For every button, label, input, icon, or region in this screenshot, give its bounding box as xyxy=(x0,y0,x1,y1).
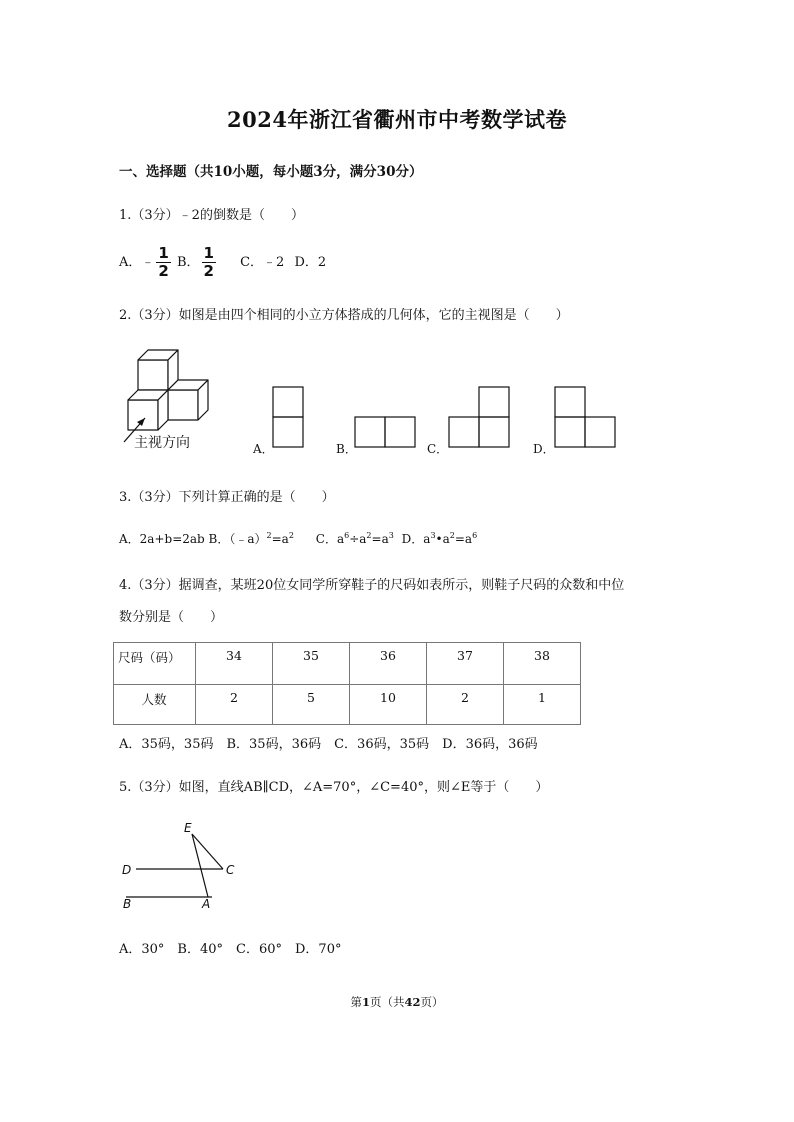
q2-option-a-figure xyxy=(272,386,304,450)
q2-option-b-figure xyxy=(354,416,418,450)
q2-label-c: C． xyxy=(427,442,449,456)
q2-label-b: B． xyxy=(336,442,357,456)
parallel-lines-figure xyxy=(118,818,248,912)
q1-fraction-b: $\frac{1}{2}$ xyxy=(203,244,214,280)
table-header-count: 人数 xyxy=(114,685,196,725)
point-label-c: C xyxy=(226,863,235,877)
question-4-options: A．35码，35码 B．35码，36码 C．36码，35码 D．36码，36码 xyxy=(119,737,538,752)
shoe-size-table xyxy=(113,642,581,725)
exam-title: 2024年浙江省衢州市中考数学试卷 xyxy=(227,107,567,132)
point-label-b: B xyxy=(123,897,132,911)
point-label-d: D xyxy=(122,863,132,877)
q3-option-b: B．$(﹣a)^2=a^2$ xyxy=(208,531,294,546)
page-number: 1 xyxy=(361,995,370,1009)
point-label-e: E xyxy=(184,821,192,835)
q1-option-b-prefix: B． xyxy=(176,255,200,270)
page-total: 42 xyxy=(404,995,421,1009)
q2-option-d-figure xyxy=(554,386,618,450)
table-cell: 37 xyxy=(427,643,504,685)
q2-option-c-figure xyxy=(448,386,512,450)
table-cell: 36 xyxy=(350,643,427,685)
q1-fraction-a: $\frac{1}{2}$ xyxy=(158,244,169,280)
question-3-stem: 3.（3分）下列计算正确的是（ ） xyxy=(119,490,335,505)
question-1-options xyxy=(119,244,326,282)
question-4-stem-line1: 4.（3分）据调查，某班20位女同学所穿鞋子的尺码如表所示，则鞋子尺码的众数和中位 xyxy=(119,578,625,593)
question-2-stem: 2.（3分）如图是由四个相同的小立方体搭成的几何体，它的主视图是（ ） xyxy=(119,308,569,323)
q3-option-c: C．$a^6\div a^2=a^3$ xyxy=(315,531,394,546)
question-5-options: A．30° B．40° C．60° D．70° xyxy=(119,942,342,957)
question-5-stem: 5.（3分）如图，直线AB∥CD，∠A=70°，∠C=40°，则∠E等于（ ） xyxy=(119,780,549,795)
question-4-stem-line2: 数分别是（ ） xyxy=(119,610,224,625)
q1-option-a-prefix: A．﹣ xyxy=(119,255,155,270)
table-cell: 2 xyxy=(196,685,273,725)
table-cell: 1 xyxy=(504,685,581,725)
table-cell: 5 xyxy=(273,685,350,725)
table-cell: 34 xyxy=(196,643,273,685)
question-1-stem: 1.（3分）﹣2的倒数是（ ） xyxy=(119,208,304,223)
question-3-options xyxy=(119,530,477,547)
q1-option-c: C．﹣2 xyxy=(240,255,285,270)
table-cell: 35 xyxy=(273,643,350,685)
table-cell: 38 xyxy=(504,643,581,685)
q2-label-a: A． xyxy=(253,442,274,456)
q3-option-a: A．2a+b=2ab xyxy=(119,532,205,546)
q2-label-d: D． xyxy=(533,442,555,456)
view-direction-label: 主视方向 xyxy=(134,435,190,451)
section-heading: 一、选择题（共10小题，每小题3分，满分30分） xyxy=(119,164,423,180)
table-cell: 2 xyxy=(427,685,504,725)
table-cell: 10 xyxy=(350,685,427,725)
q1-option-d: D．2 xyxy=(294,255,327,270)
point-label-a: A xyxy=(202,897,211,911)
page-footer: 第1页（共42页） xyxy=(350,995,444,1009)
table-row xyxy=(114,685,581,725)
q3-option-d: D．$a^3•a^2=a^6$ xyxy=(401,531,478,546)
table-header-size: 尺码（码） xyxy=(114,643,196,685)
table-row xyxy=(114,643,581,685)
